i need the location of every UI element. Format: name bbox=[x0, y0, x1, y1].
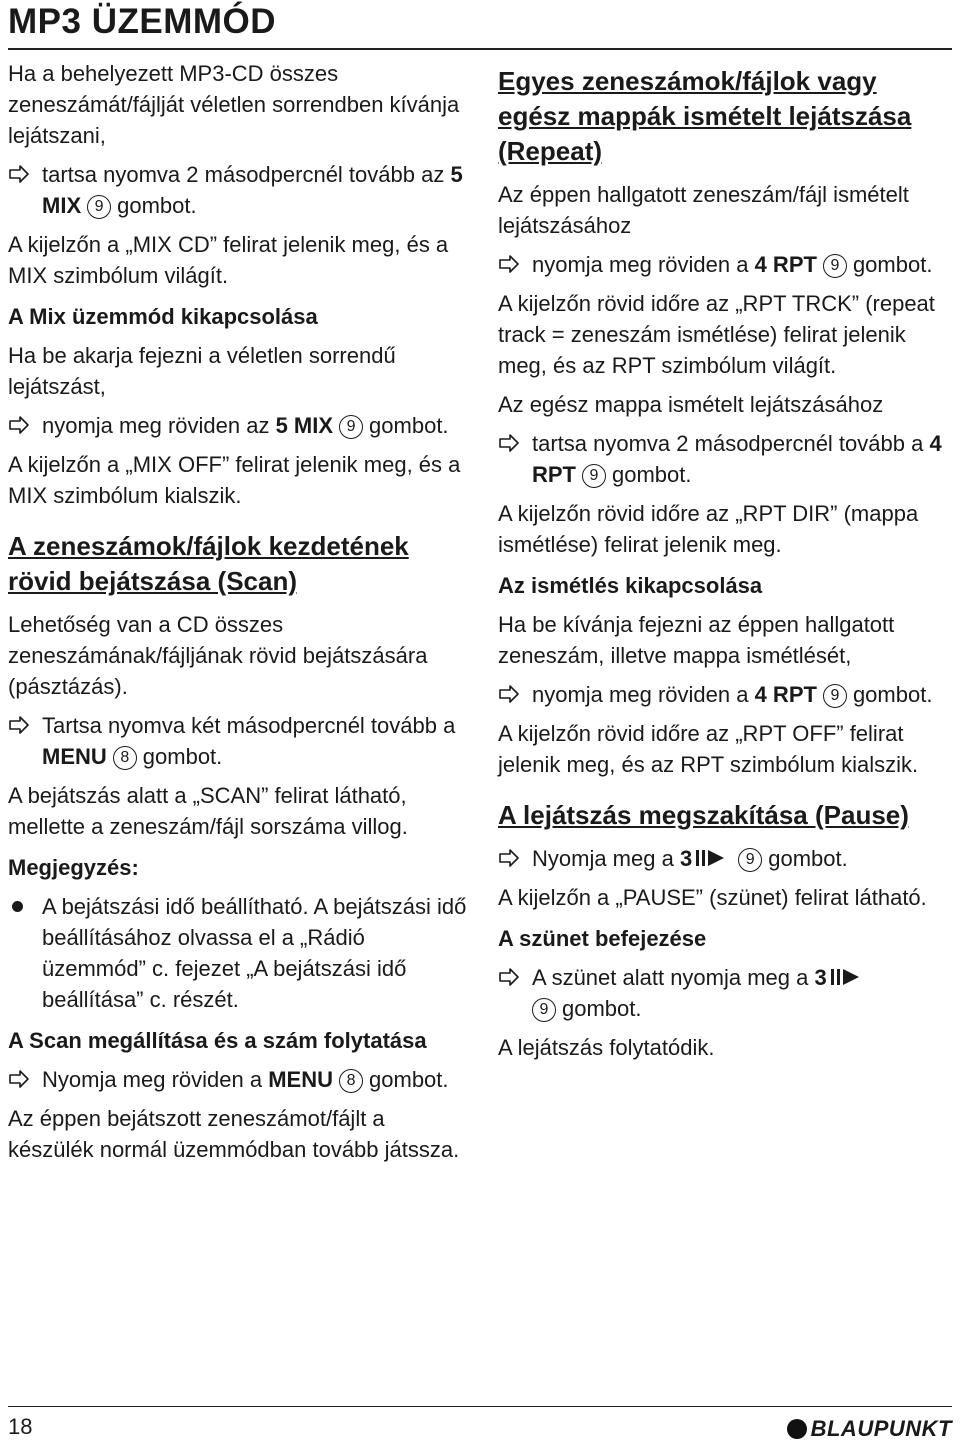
instruction-step: nyomja meg röviden a 4 RPT 9 gombot. bbox=[498, 679, 954, 710]
section-heading: Egyes zeneszámok/fájlok vagy egész mappák ismételt lejátszása (Repeat) bbox=[498, 66, 912, 166]
paragraph: A kijelzőn a „PAUSE” (szünet) felirat látható. bbox=[498, 885, 927, 910]
footer-rule bbox=[8, 1406, 952, 1407]
button-key: 3 bbox=[679, 846, 693, 871]
left-column bbox=[8, 58, 468, 1173]
paragraph: Ha a behelyezett MP3-CD összes zeneszámát/fájlját véletlen sorrendben kívánja lejátszani, bbox=[8, 61, 460, 148]
arrow-right-icon bbox=[8, 1069, 30, 1089]
paragraph: A kijelzőn a „MIX CD” felirat jelenik meg, és a MIX szimbólum világít. bbox=[8, 232, 449, 288]
paragraph: A kijelzőn rövid időre az „RPT TRCK” (repeat track = zeneszám ismétlése) felirat jelenik meg, és az RPT szimbólum világít. bbox=[498, 291, 935, 378]
button-key: MENU bbox=[268, 1067, 334, 1092]
instruction-step: nyomja meg röviden az 5 MIX 9 gombot. bbox=[8, 410, 468, 441]
button-key: MENU bbox=[42, 744, 107, 769]
paragraph: A kijelzőn a „MIX OFF” felirat jelenik meg, és a MIX szimbólum kialszik. bbox=[8, 452, 461, 508]
instruction-step: tartsa nyomva 2 másodpercnél tovább a 4 RPT 9 gombot. bbox=[498, 428, 954, 490]
paragraph: Ha be akarja fejezni a véletlen sorrendű lejátszást, bbox=[8, 343, 396, 399]
instruction-step: nyomja meg röviden a 4 RPT 9 gombot. bbox=[498, 249, 954, 280]
brand-dot-icon bbox=[787, 1419, 807, 1439]
play-pause-icon bbox=[696, 848, 726, 868]
page-number: 18 bbox=[8, 1414, 33, 1439]
paragraph: Az éppen bejátszott zeneszámot/fájlt a készülék normál üzemmódban tovább játssza. bbox=[8, 1106, 460, 1162]
paragraph: Az éppen hallgatott zeneszám/fájl ismételt lejátszásához bbox=[498, 182, 909, 238]
arrow-right-icon bbox=[498, 848, 520, 868]
arrow-right-icon bbox=[498, 254, 520, 274]
button-number-badge: 9 bbox=[582, 464, 606, 488]
button-key: 4 RPT bbox=[754, 252, 817, 277]
brand-logo: BLAUPUNKT bbox=[787, 1416, 952, 1442]
arrow-right-icon bbox=[8, 715, 30, 735]
instruction-step: Nyomja meg a 3 9 gombot. bbox=[498, 843, 954, 874]
header-rule bbox=[8, 48, 952, 50]
section-heading: A zeneszámok/fájlok kezdetének rövid bejátszása (Scan) bbox=[8, 531, 409, 596]
arrow-right-icon bbox=[8, 415, 30, 435]
button-number-badge: 8 bbox=[339, 1069, 363, 1093]
button-key: 4 RPT bbox=[754, 682, 817, 707]
paragraph: Ha be kívánja fejezni az éppen hallgatott zeneszám, illetve mappa ismétlését, bbox=[498, 612, 895, 668]
instruction-step: tartsa nyomva 2 másodpercnél tovább az 5 MIX 9 gombot. bbox=[8, 159, 468, 221]
button-number-badge: 9 bbox=[823, 684, 847, 708]
paragraph: Az egész mappa ismételt lejátszásához bbox=[498, 392, 884, 417]
right-column bbox=[498, 58, 954, 1071]
arrow-right-icon bbox=[8, 164, 30, 184]
button-number-badge: 9 bbox=[823, 254, 847, 278]
paragraph: Lehetőség van a CD összes zeneszámának/fájljának rövid bejátszására (pásztázás). bbox=[8, 612, 428, 699]
button-number-badge: 9 bbox=[532, 998, 556, 1022]
button-key: 5 MIX bbox=[42, 162, 463, 218]
paragraph: A bejátszás alatt a „SCAN” felirat látható, mellette a zeneszám/fájl sorszáma villog. bbox=[8, 783, 408, 839]
paragraph: A kijelzőn rövid időre az „RPT OFF” felirat jelenik meg, és az RPT szimbólum kialszik. bbox=[498, 721, 919, 777]
subheading: A Scan megállítása és a szám folytatása bbox=[8, 1028, 427, 1053]
arrow-right-icon bbox=[498, 684, 520, 704]
section-heading: A lejátszás megszakítása (Pause) bbox=[498, 800, 909, 830]
instruction-step: Nyomja meg röviden a MENU 8 gombot. bbox=[8, 1064, 468, 1095]
paragraph: A kijelzőn rövid időre az „RPT DIR” (mappa ismétlése) felirat jelenik meg. bbox=[498, 501, 919, 557]
button-number-badge: 9 bbox=[738, 848, 762, 872]
button-number-badge: 9 bbox=[87, 195, 111, 219]
play-pause-icon bbox=[831, 967, 861, 987]
button-key: 5 MIX bbox=[275, 413, 334, 438]
page-title: MP3 ÜZEMMÓD bbox=[8, 2, 276, 41]
bullet-icon bbox=[12, 901, 23, 912]
subheading: Az ismétlés kikapcsolása bbox=[498, 573, 763, 598]
arrow-right-icon bbox=[498, 433, 520, 453]
button-key: 3 bbox=[814, 965, 827, 990]
subheading: Megjegyzés: bbox=[8, 855, 139, 880]
button-key: 4 RPT bbox=[532, 431, 942, 487]
instruction-step: A szünet alatt nyomja meg a 3 9 gombot. bbox=[498, 962, 954, 1024]
subheading: A Mix üzemmód kikapcsolása bbox=[8, 304, 318, 329]
arrow-right-icon bbox=[498, 967, 520, 987]
subheading: A szünet befejezése bbox=[498, 926, 707, 951]
instruction-step: Tartsa nyomva két másodpercnél tovább a MENU 8 gombot. bbox=[8, 710, 468, 772]
note-bullet: A bejátszási idő beállítható. A bejátszási idő beállításához olvassa el a „Rádió üzemmód” c. fejezet „A bejátszási idő beállítása” c. részét. bbox=[8, 891, 468, 1015]
button-number-badge: 8 bbox=[113, 746, 137, 770]
paragraph: A lejátszás folytatódik. bbox=[498, 1035, 715, 1060]
button-number-badge: 9 bbox=[339, 415, 363, 439]
